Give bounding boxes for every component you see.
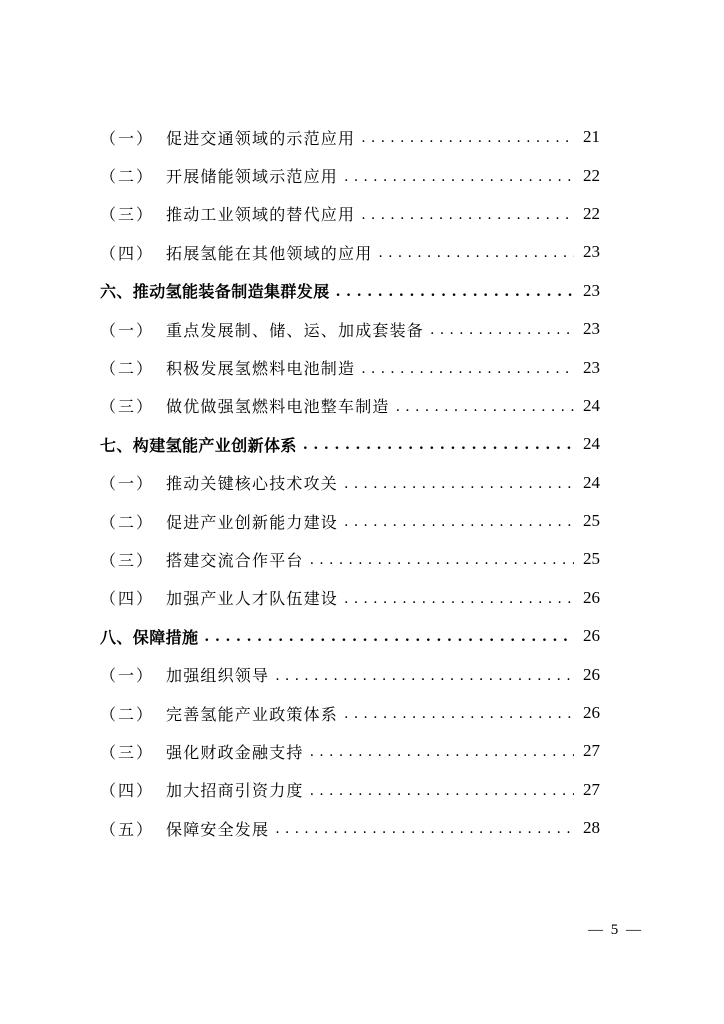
toc-page-number: 22 [583,203,600,223]
toc-entry-number: （四） [100,589,155,609]
dot-leader [378,244,574,260]
toc-entry-number: （二） [100,512,155,532]
dot-leader [310,743,574,759]
toc-entry-label [100,663,269,686]
toc-entry-title: 强化财政金融支持 [166,742,304,762]
dot-leader [344,475,574,491]
toc-subsection-entry[interactable] [100,118,600,156]
toc-entry-label [100,279,330,302]
toc-entry-label [100,356,355,379]
toc-entry-title: 积极发展氢燃料电池制造 [166,359,356,379]
toc-subsection-entry[interactable] [100,387,600,425]
toc-entry-title: 拓展氢能在其他领域的应用 [166,243,373,263]
dot-leader [344,705,574,721]
toc-entry-label [100,702,338,725]
toc-section-entry[interactable] [100,272,600,310]
toc-entry-number: （二） [100,704,155,724]
toc-page-number: 25 [583,549,600,569]
toc-subsection-entry[interactable] [100,809,600,847]
dot-leader [344,513,574,529]
toc-entry-label [100,548,304,571]
toc-entry-number: （三） [100,205,155,225]
toc-entry-label [100,740,304,763]
toc-subsection-entry[interactable] [100,732,600,770]
toc-subsection-entry[interactable] [100,464,600,502]
dot-leader [310,782,574,798]
toc-entry-number: （四） [100,781,155,801]
toc-entry-title: 推动工业领域的替代应用 [166,205,356,225]
toc-entry-title: 开展储能领域示范应用 [166,167,339,187]
toc-subsection-entry[interactable] [100,348,600,386]
toc-entry-number: （一） [100,474,155,494]
toc-page-number: 26 [583,703,600,723]
toc-entry-title: 完善氢能产业政策体系 [166,704,339,724]
toc-page-number: 24 [583,434,600,454]
dot-leader [361,129,574,145]
page-number: — 5 — [588,922,643,938]
dot-leader [344,168,574,184]
toc-entry-title: 促进产业创新能力建设 [166,512,339,532]
toc-page-number: 28 [583,818,600,838]
toc-entry-number: （二） [100,359,155,379]
toc-subsection-entry[interactable] [100,233,600,271]
toc-entry-title: 加强产业人才队伍建设 [166,589,339,609]
toc-entry-label [100,433,297,456]
toc-page-number: 22 [583,165,600,185]
dot-leader [430,321,574,337]
toc-page-number: 21 [583,127,600,147]
toc-page-number: 24 [583,472,600,492]
toc-entry-title: 促进交通领域的示范应用 [166,128,356,148]
toc-subsection-entry[interactable] [100,156,600,194]
dot-leader [361,206,574,222]
toc-subsection-entry[interactable] [100,579,600,617]
toc-page-number: 27 [583,779,600,799]
toc-entry-label [100,202,355,225]
toc-entry-number: （三） [100,742,155,762]
toc-entry-title: 保障安全发展 [166,819,270,839]
dot-leader [204,628,574,644]
toc-entry-number: （一） [100,666,155,686]
toc-entry-title: 七、构建氢能产业创新体系 [100,435,297,455]
toc-entry-label [100,510,338,533]
toc-section-entry[interactable] [100,425,600,463]
toc-entry-number: （四） [100,243,155,263]
toc-entry-title: 八、保障措施 [100,627,199,647]
dot-leader [275,820,574,836]
toc-page-number: 26 [583,587,600,607]
toc-entry-label [100,318,424,341]
toc-entry-title: 做优做强氢燃料电池整车制造 [166,397,390,417]
dot-leader [275,667,574,683]
toc-page-number: 25 [583,511,600,531]
toc-entry-title: 加大招商引资力度 [166,781,304,801]
toc-page-number: 27 [583,741,600,761]
toc-entry-number: （一） [100,320,155,340]
dot-leader [303,436,574,452]
toc-subsection-entry[interactable] [100,540,600,578]
toc-entry-label [100,625,198,648]
toc-subsection-entry[interactable] [100,502,600,540]
toc-entry-label [100,471,338,494]
toc-entry-label [100,164,338,187]
dot-leader [310,551,574,567]
toc-entry-title: 重点发展制、储、运、加成套装备 [166,320,425,340]
toc-subsection-entry[interactable] [100,655,600,693]
dot-leader [344,590,574,606]
toc-entry-number: （五） [100,819,155,839]
toc-subsection-entry[interactable] [100,310,600,348]
toc-page-number: 26 [583,626,600,646]
toc-entry-label [100,394,390,417]
toc-entry-label [100,817,269,840]
toc-page-number: 23 [583,357,600,377]
dot-leader [361,360,574,376]
toc-entry-title: 搭建交流合作平台 [166,550,304,570]
toc-subsection-entry[interactable] [100,195,600,233]
toc-entry-label [100,126,355,149]
toc-entry-label [100,778,304,801]
toc-subsection-entry[interactable] [100,771,600,809]
toc-entry-number: （三） [100,397,155,417]
toc-entry-title: 加强组织领导 [166,666,270,686]
toc-entry-number: （二） [100,167,155,187]
table-of-contents [100,118,600,847]
toc-entry-number: （一） [100,128,155,148]
toc-section-entry[interactable] [100,617,600,655]
toc-entry-label [100,586,338,609]
toc-page-number: 24 [583,395,600,415]
toc-entry-title: 六、推动氢能装备制造集群发展 [100,282,330,302]
toc-page-number: 23 [583,280,600,300]
toc-entry-title: 推动关键核心技术攻关 [166,474,339,494]
toc-page-number: 26 [583,664,600,684]
dot-leader [396,398,574,414]
toc-entry-label [100,241,372,264]
toc-page-number: 23 [583,242,600,262]
toc-page-number: 23 [583,319,600,339]
toc-entry-number: （三） [100,550,155,570]
toc-subsection-entry[interactable] [100,694,600,732]
dot-leader [336,283,574,299]
